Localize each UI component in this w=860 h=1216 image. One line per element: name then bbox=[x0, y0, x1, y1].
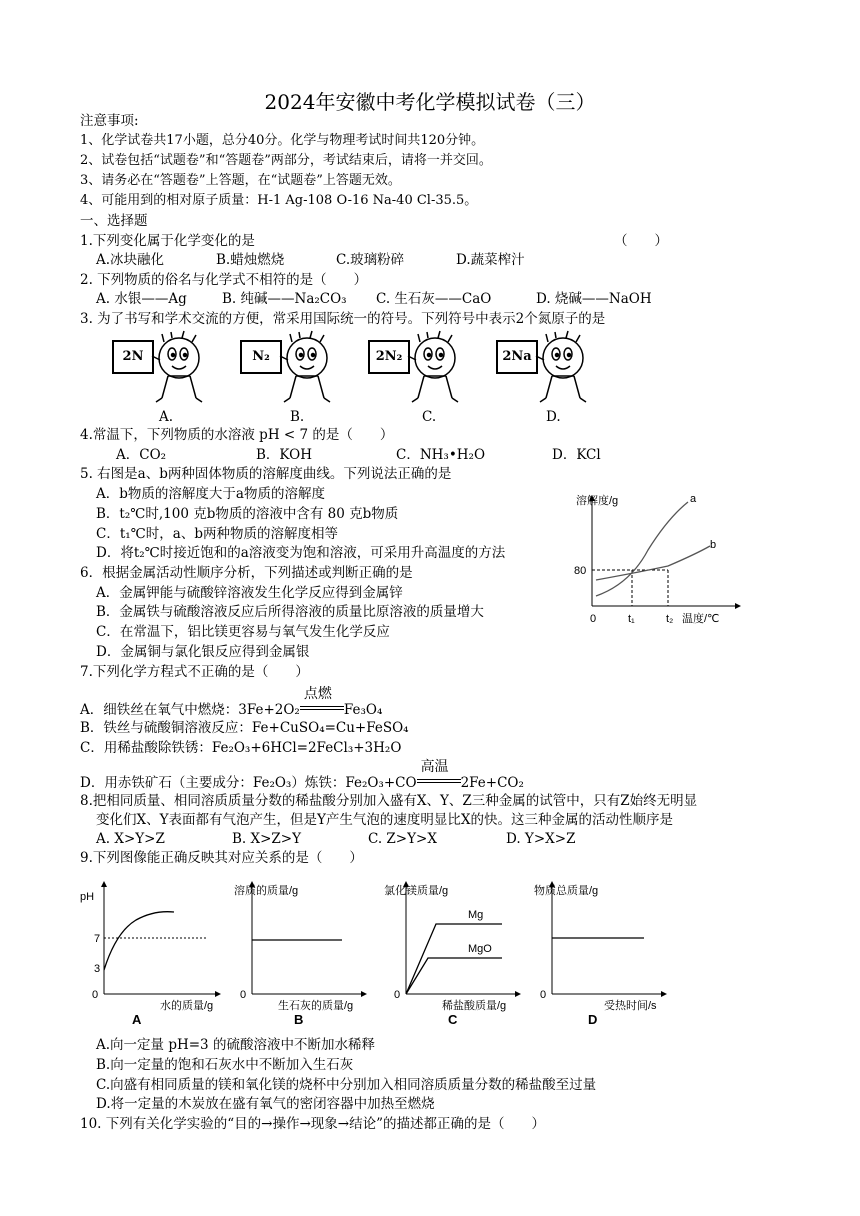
y-tick-label: 0 bbox=[394, 989, 401, 1001]
equals-sign bbox=[417, 779, 461, 783]
condition-text: 高温 bbox=[420, 759, 449, 775]
series-label: a bbox=[690, 493, 697, 505]
q7-stem: 7.下列化学方程式不正确的是（ ） bbox=[80, 664, 309, 680]
q8-option-c[interactable]: C. Z>Y>X bbox=[368, 831, 437, 847]
x-axis-label: 生石灰的质量/g bbox=[278, 1000, 354, 1012]
equation-left: D．用赤铁矿石（主要成分：Fe₂O₃）炼铁：Fe₂O₃+CO bbox=[80, 775, 417, 791]
q1-option-c[interactable]: C.玻璃粉碎 bbox=[336, 252, 405, 268]
q8-stem-line1: 8.把相同质量、相同溶质质量分数的稀盐酸分别加入盛有X、Y、Z三种金属的试管中，只有Z始终无明显 bbox=[80, 793, 698, 809]
mg-line bbox=[406, 924, 502, 994]
graph-caption: C bbox=[448, 1012, 458, 1027]
x-tick-label: t₂ bbox=[666, 613, 674, 625]
y-tick-label: 7 bbox=[94, 933, 101, 945]
x-axis-label: 受热时间/s bbox=[604, 1000, 657, 1012]
q4-option-a[interactable]: A．CO₂ bbox=[116, 447, 167, 463]
solubility-chart bbox=[570, 488, 750, 630]
q9-option-b[interactable]: B.向一定量的饱和石灰水中不断加入生石灰 bbox=[96, 1057, 354, 1073]
q2-option-a[interactable]: A. 水银——Ag bbox=[96, 291, 187, 307]
y-axis-label: 氯化镁质量/g bbox=[384, 885, 449, 897]
q9-option-a[interactable]: A.向一定量 pH=3 的硫酸溶液中不断加水稀释 bbox=[96, 1037, 375, 1053]
q6-stem: 6．根据金属活动性顺序分析，下列描述或判断正确的是 bbox=[80, 565, 413, 581]
q2-option-d[interactable]: D. 烧碱——NaOH bbox=[536, 291, 652, 307]
q6-option-a[interactable]: A．金属钾能与硫酸锌溶液发生化学反应得到金属锌 bbox=[96, 585, 403, 601]
equation-right: Fe₃O₄ bbox=[343, 702, 383, 718]
x-axis-label: 水的质量/g bbox=[160, 1000, 214, 1012]
q6-option-b[interactable]: B．金属铁与硫酸溶液反应后所得溶液的质量比原溶液的质量增大 bbox=[96, 604, 484, 620]
q3-option-a[interactable]: A. bbox=[159, 409, 174, 425]
symbol-card: 2Na bbox=[496, 340, 538, 374]
series-label: b bbox=[710, 539, 717, 551]
q7-option-c[interactable]: C．用稀盐酸除铁锈：Fe₂O₃+6HCl=2FeCl₃+3H₂O bbox=[80, 740, 402, 756]
x-axis-label: 稀盐酸质量/g bbox=[442, 1000, 507, 1012]
y-axis-label: 溶质的质量/g bbox=[234, 885, 299, 897]
q3-option-b[interactable]: B. bbox=[290, 409, 305, 425]
series-label: Mg bbox=[468, 909, 484, 921]
x-axis-label: 温度/℃ bbox=[682, 613, 720, 625]
q1-option-a[interactable]: A.冰块融化 bbox=[96, 252, 165, 268]
equation-right: 2Fe+CO₂ bbox=[460, 775, 524, 791]
curve bbox=[104, 912, 174, 970]
q3-figure bbox=[112, 330, 682, 408]
condition-text: 点燃 bbox=[303, 686, 332, 702]
q5-option-c[interactable]: C．t₁℃时，a、b两种物质的溶解度相等 bbox=[96, 526, 338, 542]
graph-b bbox=[234, 882, 366, 1027]
y-tick-label: 0 bbox=[540, 989, 547, 1001]
q8-option-d[interactable]: D. Y>X>Z bbox=[506, 831, 576, 847]
note-item: 1、化学试卷共17小题，总分40分。化学与物理考试时间共120分钟。 bbox=[80, 133, 485, 148]
graph-a bbox=[80, 882, 220, 1027]
q4-option-c[interactable]: C．NH₃•H₂O bbox=[396, 447, 486, 463]
q7-option-a[interactable] bbox=[80, 686, 383, 719]
q1-option-b[interactable]: B.蜡烛燃烧 bbox=[216, 252, 285, 268]
y-axis-label: 溶解度/g bbox=[576, 495, 619, 507]
q3-stem: 3. 为了书写和学术交流的方便，常采用国际统一的符号。下列符号中表示2个氮原子的是 bbox=[80, 311, 606, 327]
symbol-card: 2N₂ bbox=[368, 340, 410, 374]
y-tick-label: 3 bbox=[94, 963, 101, 975]
q4-stem: 4.常温下，下列物质的水溶液 pH < 7 的是（ ） bbox=[80, 427, 394, 443]
q9-option-d[interactable]: D.将一定量的木炭放在盛有氧气的密闭容器中加热至燃烧 bbox=[96, 1096, 435, 1112]
symbol-card: 2N bbox=[112, 340, 154, 374]
q5-option-d[interactable]: D．将t₂℃时接近饱和的a溶液变为饱和溶液，可采用升高温度的方法 bbox=[96, 545, 506, 561]
q9-graphs bbox=[74, 872, 714, 1032]
q5-stem: 5. 右图是a、b两种固体物质的溶解度曲线。下列说法正确的是 bbox=[80, 466, 452, 482]
q8-option-a[interactable]: A. X>Y>Z bbox=[96, 831, 165, 847]
graph-caption: B bbox=[294, 1012, 304, 1027]
graph-d bbox=[534, 882, 666, 1027]
q5-option-b[interactable]: B．t₂℃时,100 克b物质的溶液中含有 80 克b物质 bbox=[96, 506, 399, 522]
series-b-curve bbox=[596, 546, 710, 580]
cartoon-figures bbox=[112, 330, 682, 408]
q6-option-d[interactable]: D．金属铜与氯化银反应得到金属银 bbox=[96, 644, 310, 660]
y-axis-label: pH bbox=[80, 891, 95, 903]
q5-option-a[interactable]: A．b物质的溶解度大于a物质的溶解度 bbox=[96, 486, 325, 502]
q7-option-d[interactable] bbox=[80, 759, 524, 792]
equals-sign bbox=[300, 706, 344, 710]
y-axis-label: 物质总质量/g bbox=[534, 885, 599, 897]
note-item: 3、请务必在“答题卷”上答题，在“试题卷”上答题无效。 bbox=[80, 173, 401, 188]
q6-option-c[interactable]: C．在常温下，铝比镁更容易与氧气发生化学反应 bbox=[96, 624, 390, 640]
q9-option-c[interactable]: C.向盛有相同质量的镁和氧化镁的烧杯中分别加入相同溶质质量分数的稀盐酸至过量 bbox=[96, 1077, 597, 1093]
q1-answer-paren[interactable]: （ ） bbox=[614, 233, 668, 249]
equation-left: A．细铁丝在氧气中燃烧：3Fe+2O₂ bbox=[80, 702, 300, 718]
q8-option-b[interactable]: B. X>Z>Y bbox=[232, 831, 302, 847]
q4-option-d[interactable]: D．KCl bbox=[552, 447, 601, 463]
x-tick-label: t₁ bbox=[628, 613, 635, 625]
q3-option-c[interactable]: C. bbox=[422, 409, 437, 425]
q7-option-b[interactable]: B．铁丝与硫酸铜溶液反应：Fe+CuSO₄=Cu+FeSO₄ bbox=[80, 720, 409, 736]
x-tick-label: 0 bbox=[590, 613, 597, 625]
q8-stem-line2: 变化们X、Y表面都有气泡产生，但是Y产生气泡的速度明显比X的快。这三种金属的活动性顺序是 bbox=[96, 812, 674, 828]
graph-c bbox=[384, 882, 520, 1027]
cartoon-character-icon bbox=[152, 331, 202, 402]
mgo-line bbox=[406, 958, 502, 994]
series-label: MgO bbox=[468, 943, 492, 955]
q2-stem: 2. 下列物质的俗名与化学式不相符的是（ ） bbox=[80, 272, 368, 288]
series-a-curve bbox=[596, 502, 688, 596]
symbol-card: N₂ bbox=[240, 340, 282, 374]
reaction-condition bbox=[300, 686, 344, 714]
y-tick-label: 0 bbox=[240, 989, 247, 1001]
q1-stem: 1.下列变化属于化学变化的是 bbox=[80, 233, 255, 249]
notes-heading: 注意事项: bbox=[80, 113, 139, 129]
section-heading: 一、选择题 bbox=[80, 213, 148, 229]
q3-option-d[interactable]: D. bbox=[546, 409, 561, 425]
note-item: 4、可能用到的相对原子质量：H-1 Ag-108 O-16 Na-40 Cl-35.5。 bbox=[80, 193, 478, 208]
y-tick-label: 80 bbox=[574, 565, 587, 577]
q1-option-d[interactable]: D.蔬菜榨汁 bbox=[456, 252, 525, 268]
q2-option-b[interactable]: B. 纯碱——Na₂CO₃ bbox=[222, 291, 347, 307]
page-title: 2024年安徽中考化学模拟试卷（三） bbox=[264, 90, 596, 114]
graph-caption: A bbox=[132, 1012, 142, 1027]
y-tick-label: 0 bbox=[92, 989, 99, 1001]
reaction-condition bbox=[417, 759, 461, 787]
q10-stem: 10. 下列有关化学实验的“目的→操作→现象→结论”的描述都正确的是（ ） bbox=[80, 1116, 545, 1132]
graph-caption: D bbox=[588, 1012, 598, 1027]
q2-option-c[interactable]: C. 生石灰——CaO bbox=[376, 291, 492, 307]
q4-option-b[interactable]: B．KOH bbox=[256, 447, 312, 463]
note-item: 2、试卷包括“试题卷”和“答题卷”两部分，考试结束后，请将一并交回。 bbox=[80, 153, 492, 168]
q9-stem: 9.下列图像能正确反映其对应关系的是（ ） bbox=[80, 850, 363, 866]
